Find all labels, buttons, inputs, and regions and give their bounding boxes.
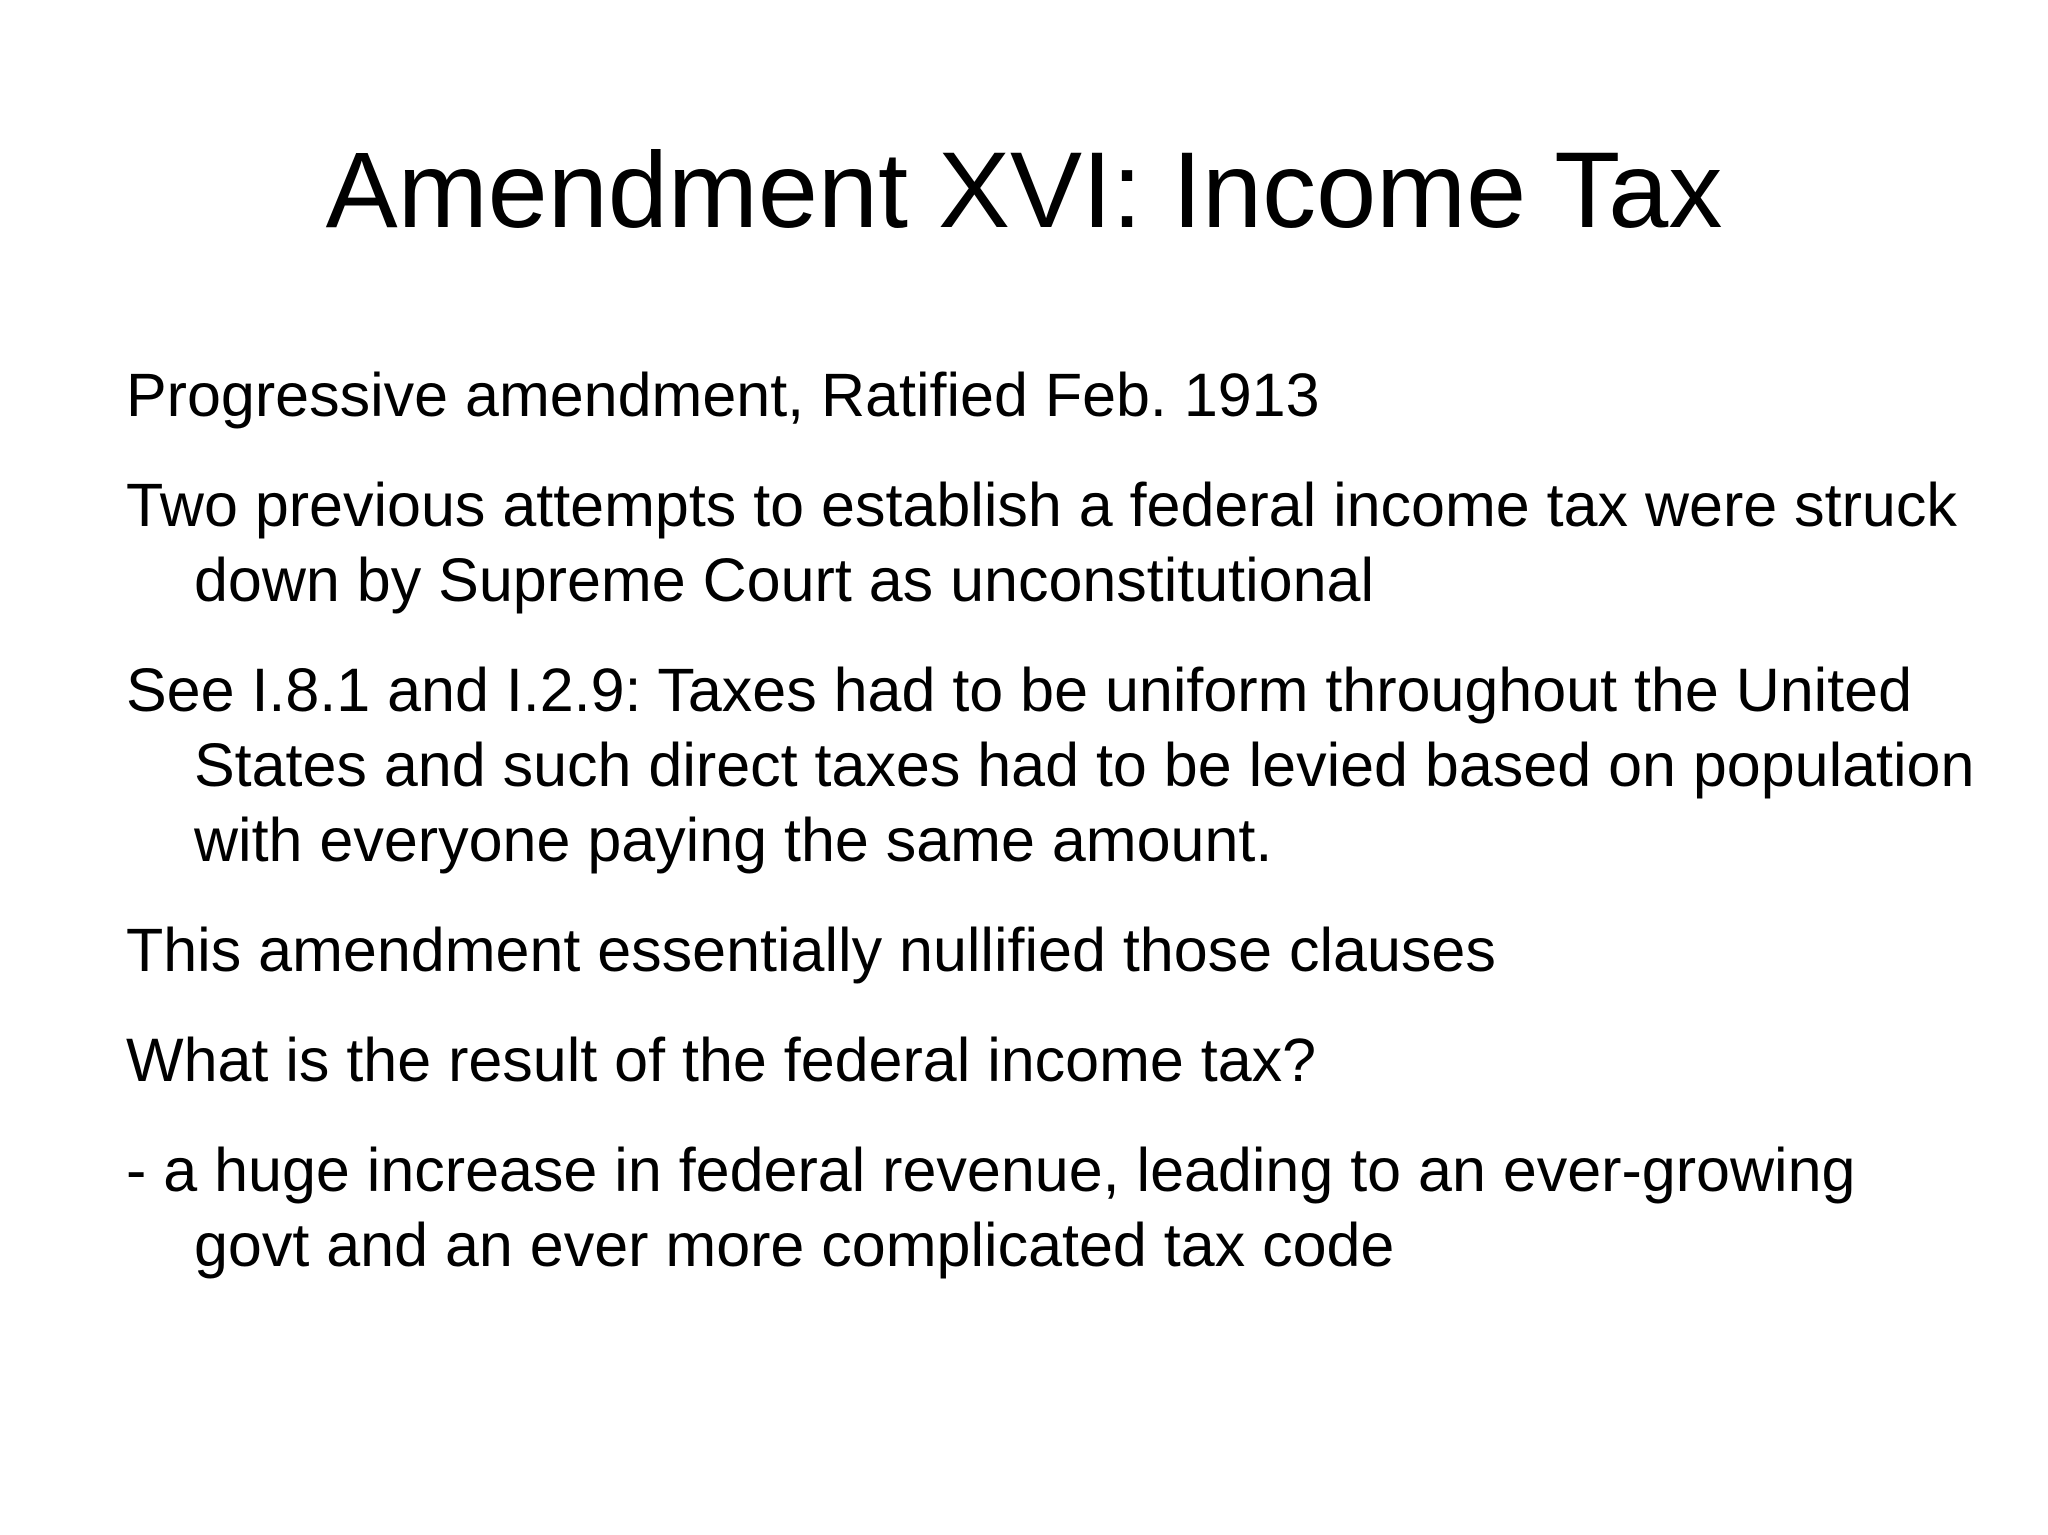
body-paragraph-1: Progressive amendment, Ratified Feb. 1913	[126, 361, 1320, 429]
body-paragraph-5: What is the result of the federal income tax?	[126, 1026, 1317, 1094]
body-paragraph-4: This amendment essentially nullified those clauses	[126, 916, 1496, 984]
body-paragraph-6: - a huge increase in federal revenue, leading to an ever-growing govt and an ever more complicated tax code	[126, 1136, 1856, 1279]
body-paragraph-2: Two previous attempts to establish a federal income tax were struck down by Supreme Court as unconstitutional	[126, 471, 1957, 614]
body-paragraph-3: See I.8.1 and I.2.9: Taxes had to be uniform throughout the United States and such direct taxes had to be levied based on population with everyone paying the same amount.	[126, 656, 1975, 874]
slide-title: Amendment XVI: Income Tax	[325, 129, 1723, 250]
slide-body	[126, 358, 1986, 1318]
